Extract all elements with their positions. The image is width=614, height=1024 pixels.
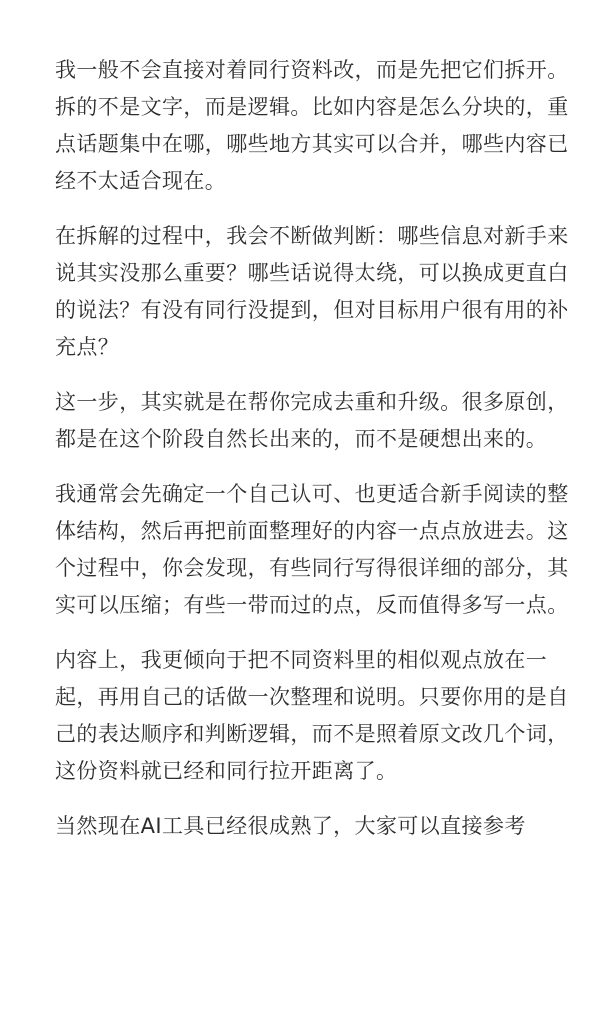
- paragraph-5: 内容上，我更倾向于把不同资料里的相似观点放在一起，再用自己的话做一次整理和说明。只要你用的是自己的表达顺序和判断逻辑，而不是照着原文改几个词，这份资料就已经和同行拉开距离了。: [55, 648, 569, 783]
- paragraph-1: 我一般不会直接对着同行资料改，而是先把它们拆开。拆的不是文字，而是逻辑。比如内容是怎么分块的，重点话题集中在哪，哪些地方其实可以合并，哪些内容已经不太适合现在。: [55, 58, 569, 193]
- paragraph-6: 当然现在AI工具已经很成熟了，大家可以直接参考: [55, 814, 526, 838]
- paragraph-2: 在拆解的过程中，我会不断做判断：哪些信息对新手来说其实没那么重要？哪些话说得太绕，可以换成更直白的说法？有没有同行没提到，但对目标用户很有用的补充点？: [55, 224, 569, 359]
- article-body: [55, 52, 575, 845]
- paragraph-4: 我通常会先确定一个自己认可、也更适合新手阅读的整体结构，然后再把前面整理好的内容一点点放进去。这个过程中，你会发现，有些同行写得很详细的部分，其实可以压缩；有些一带而过的点，反而值得多写一点。: [55, 482, 569, 617]
- paragraph-3: 这一步，其实就是在帮你完成去重和升级。很多原创，都是在这个阶段自然长出来的，而不是硬想出来的。: [55, 390, 569, 451]
